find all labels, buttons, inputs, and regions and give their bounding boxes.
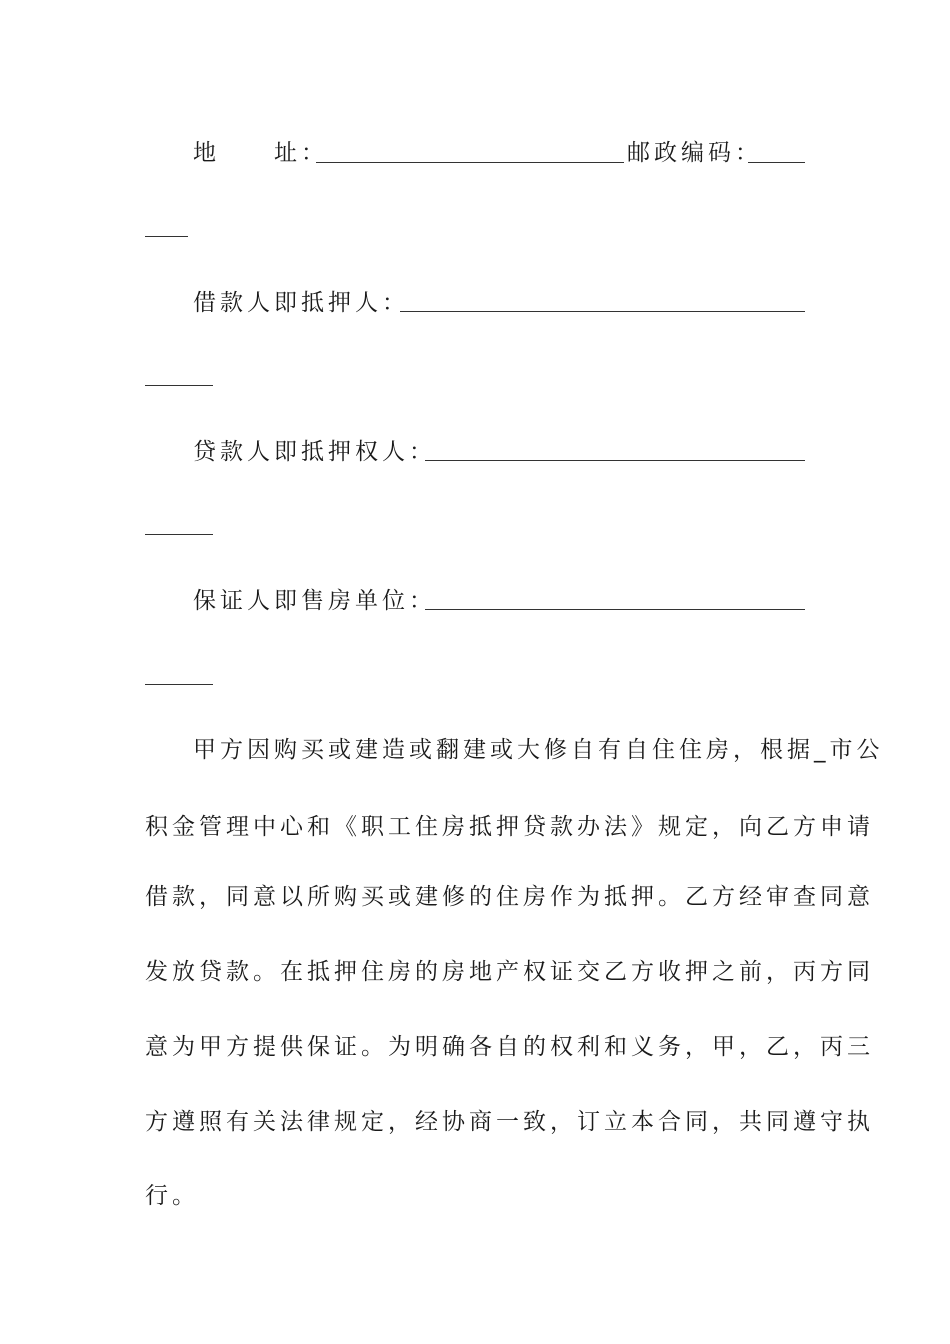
paragraph-line: 意为甲方提供保证。为明确各自的权利和义务，甲，乙，丙三: [145, 1034, 874, 1060]
lender-blank[interactable]: [425, 460, 805, 461]
paragraph-line: 甲方因购买或建造或翻建或大修自有自住住房，根据_市公: [193, 737, 884, 763]
guarantor-line: [193, 586, 436, 616]
paragraph-line: 积金管理中心和《职工住房抵押贷款办法》规定，向乙方申请: [145, 814, 874, 840]
borrower-line: [193, 288, 409, 318]
guarantor-blank-continued[interactable]: [145, 684, 213, 685]
address-line: [193, 138, 328, 168]
paragraph-line: 方遵照有关法律规定，经协商一致，订立本合同，共同遵守执: [145, 1109, 874, 1135]
lender-label: 贷款人即抵押权人：: [193, 439, 436, 465]
borrower-label: 借款人即抵押人：: [193, 290, 409, 316]
guarantor-blank[interactable]: [425, 609, 805, 610]
lender-blank-continued[interactable]: [145, 534, 213, 535]
guarantor-label: 保证人即售房单位：: [193, 588, 436, 614]
postal-code-label: 邮政编码：: [627, 140, 762, 166]
borrower-blank-continued[interactable]: [145, 385, 213, 386]
postal-code-blank-continued[interactable]: [145, 236, 188, 237]
address-blank[interactable]: [316, 162, 624, 163]
postal-code-blank[interactable]: [748, 162, 805, 163]
postal-code-line: [627, 138, 762, 168]
borrower-blank[interactable]: [400, 311, 805, 312]
lender-line: [193, 437, 436, 467]
paragraph-line: 行。: [145, 1183, 199, 1209]
address-label: 地 址：: [193, 140, 328, 166]
paragraph-line: 借款，同意以所购买或建修的住房作为抵押。乙方经审查同意: [145, 884, 874, 910]
paragraph-line: 发放贷款。在抵押住房的房地产权证交乙方收押之前，丙方同: [145, 959, 874, 985]
